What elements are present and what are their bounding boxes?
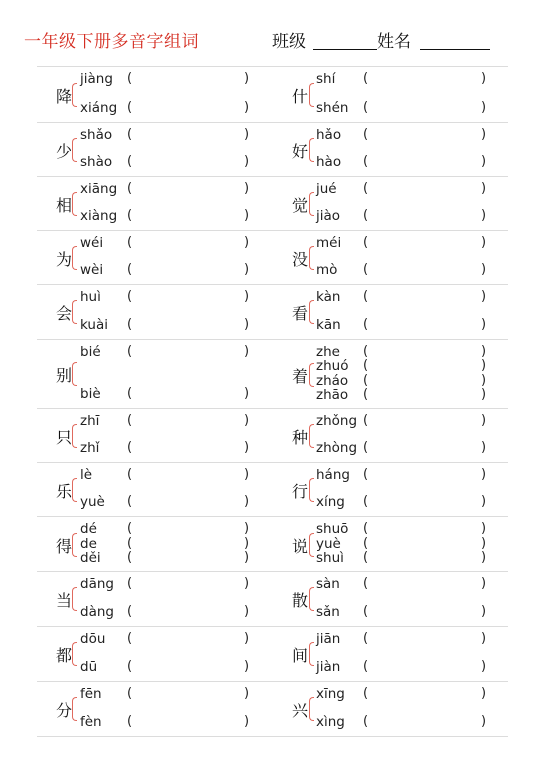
answer-blank-close-paren[interactable]: ) bbox=[244, 127, 250, 142]
pinyin-reading: jiān bbox=[316, 631, 341, 647]
name-blank[interactable] bbox=[420, 33, 490, 50]
answer-blank-close-paren[interactable]: ) bbox=[481, 440, 487, 455]
row-divider bbox=[37, 122, 508, 123]
answer-blank-open-paren[interactable]: ( bbox=[363, 550, 369, 565]
pinyin-reading: shuì bbox=[316, 550, 344, 566]
polyphone-char: 说 bbox=[292, 536, 309, 556]
answer-blank-close-paren[interactable]: ) bbox=[481, 659, 487, 674]
answer-blank-open-paren[interactable]: ( bbox=[363, 467, 369, 482]
answer-blank-open-paren[interactable]: ( bbox=[127, 208, 133, 223]
pinyin-reading: háng bbox=[316, 467, 350, 483]
answer-blank-open-paren[interactable]: ( bbox=[363, 440, 369, 455]
answer-blank-open-paren[interactable]: ( bbox=[127, 386, 133, 401]
polyphone-char: 行 bbox=[292, 481, 309, 501]
pinyin-reading: yuè bbox=[316, 535, 341, 552]
answer-blank-close-paren[interactable]: ) bbox=[244, 235, 250, 250]
brace-mark bbox=[309, 587, 314, 611]
polyphone-char: 觉 bbox=[292, 195, 309, 215]
answer-blank-close-paren[interactable]: ) bbox=[244, 686, 250, 701]
answer-blank-open-paren[interactable]: ( bbox=[127, 154, 133, 169]
answer-blank-close-paren[interactable]: ) bbox=[244, 289, 250, 304]
pinyin-reading: xiàng bbox=[80, 208, 118, 224]
answer-blank-open-paren[interactable]: ( bbox=[127, 71, 133, 86]
answer-blank-close-paren[interactable]: ) bbox=[481, 576, 487, 591]
answer-blank-close-paren[interactable]: ) bbox=[244, 659, 250, 674]
answer-blank-close-paren[interactable]: ) bbox=[244, 100, 250, 115]
answer-blank-open-paren[interactable]: ( bbox=[127, 686, 133, 701]
pinyin-reading: jiàn bbox=[316, 659, 341, 675]
brace-mark bbox=[309, 83, 314, 107]
answer-blank-open-paren[interactable]: ( bbox=[127, 344, 133, 359]
pinyin-reading: fèn bbox=[80, 714, 102, 730]
answer-blank-close-paren[interactable]: ) bbox=[244, 535, 250, 551]
brace-mark bbox=[72, 138, 77, 162]
answer-blank-close-paren[interactable]: ) bbox=[481, 467, 487, 482]
pinyin-reading: xiáng bbox=[80, 100, 118, 116]
answer-blank-close-paren[interactable]: ) bbox=[481, 494, 487, 509]
pinyin-reading: jiàng bbox=[80, 71, 113, 87]
polyphone-char: 兴 bbox=[292, 701, 309, 720]
answer-blank-open-paren[interactable]: ( bbox=[127, 440, 133, 455]
pinyin-reading: jiào bbox=[316, 208, 341, 224]
brace-mark bbox=[72, 246, 77, 270]
pinyin-reading: shuō bbox=[316, 521, 349, 537]
brace-mark bbox=[72, 642, 77, 666]
pinyin-reading: dé bbox=[80, 521, 97, 537]
row-divider bbox=[37, 230, 508, 231]
pinyin-reading: sàn bbox=[316, 576, 340, 592]
answer-blank-open-paren[interactable]: ( bbox=[127, 289, 133, 304]
answer-blank-open-paren[interactable]: ( bbox=[363, 413, 369, 428]
answer-blank-open-paren[interactable]: ( bbox=[127, 604, 133, 619]
answer-blank-open-paren[interactable]: ( bbox=[127, 262, 133, 277]
answer-blank-open-paren[interactable]: ( bbox=[363, 317, 369, 332]
polyphone-char: 得 bbox=[56, 536, 73, 556]
answer-blank-open-paren[interactable]: ( bbox=[363, 71, 369, 86]
name-field bbox=[377, 27, 490, 52]
polyphone-char: 看 bbox=[292, 304, 309, 323]
row-divider bbox=[37, 339, 508, 340]
pinyin-reading: zhòng bbox=[316, 440, 358, 456]
polyphone-char: 都 bbox=[56, 646, 73, 665]
answer-blank-open-paren[interactable]: ( bbox=[363, 659, 369, 674]
answer-blank-close-paren[interactable]: ) bbox=[481, 289, 487, 304]
answer-blank-open-paren[interactable]: ( bbox=[127, 521, 133, 536]
pinyin-reading: shào bbox=[80, 154, 113, 170]
answer-blank-close-paren[interactable]: ) bbox=[244, 550, 250, 565]
polyphone-char: 什 bbox=[292, 86, 309, 106]
pinyin-reading: dāng bbox=[80, 576, 114, 592]
answer-blank-open-paren[interactable]: ( bbox=[363, 535, 369, 551]
polyphone-char: 为 bbox=[56, 249, 73, 269]
polyphone-char: 乐 bbox=[56, 481, 73, 501]
polyphone-char: 间 bbox=[292, 646, 309, 665]
answer-blank-open-paren[interactable]: ( bbox=[363, 521, 369, 536]
answer-blank-close-paren[interactable]: ) bbox=[244, 181, 250, 196]
pinyin-reading: jué bbox=[316, 181, 337, 197]
answer-blank-close-paren[interactable]: ) bbox=[244, 208, 250, 223]
pinyin-reading: kuài bbox=[80, 317, 108, 333]
answer-blank-close-paren[interactable]: ) bbox=[481, 535, 487, 551]
pinyin-reading: fēn bbox=[80, 686, 102, 702]
answer-blank-close-paren[interactable]: ) bbox=[481, 714, 487, 729]
brace-mark bbox=[72, 424, 77, 448]
answer-blank-close-paren[interactable]: ) bbox=[481, 358, 487, 374]
answer-blank-open-paren[interactable]: ( bbox=[127, 550, 133, 565]
polyphone-char: 相 bbox=[56, 195, 73, 215]
row-divider bbox=[37, 284, 508, 285]
answer-blank-open-paren[interactable]: ( bbox=[363, 289, 369, 304]
pinyin-reading: dàng bbox=[80, 604, 114, 620]
pinyin-reading: lè bbox=[80, 467, 93, 483]
answer-blank-open-paren[interactable]: ( bbox=[127, 181, 133, 196]
polyphone-char: 好 bbox=[292, 141, 309, 161]
pinyin-reading: de bbox=[80, 535, 97, 552]
pinyin-reading: shí bbox=[316, 71, 336, 87]
brace-mark bbox=[309, 363, 314, 387]
answer-blank-close-paren[interactable]: ) bbox=[244, 386, 250, 401]
answer-blank-close-paren[interactable]: ) bbox=[244, 467, 250, 482]
pinyin-reading: wéi bbox=[80, 235, 104, 251]
answer-blank-close-paren[interactable]: ) bbox=[244, 521, 250, 536]
row-divider bbox=[37, 408, 508, 409]
answer-blank-open-paren[interactable]: ( bbox=[363, 387, 369, 402]
pinyin-reading: xiāng bbox=[80, 181, 118, 197]
pinyin-reading: wèi bbox=[80, 262, 104, 278]
brace-mark bbox=[72, 362, 77, 386]
answer-blank-close-paren[interactable]: ) bbox=[481, 71, 487, 86]
answer-blank-open-paren[interactable]: ( bbox=[363, 631, 369, 646]
answer-blank-close-paren[interactable]: ) bbox=[481, 604, 487, 619]
brace-mark bbox=[72, 533, 77, 557]
brace-mark bbox=[309, 246, 314, 270]
answer-blank-close-paren[interactable]: ) bbox=[481, 413, 487, 428]
answer-blank-close-paren[interactable]: ) bbox=[481, 344, 487, 359]
answer-blank-close-paren[interactable]: ) bbox=[481, 154, 487, 169]
answer-blank-open-paren[interactable]: ( bbox=[363, 604, 369, 619]
pinyin-reading: bié bbox=[80, 344, 101, 360]
answer-blank-open-paren[interactable]: ( bbox=[363, 344, 369, 359]
pinyin-reading: zhuó bbox=[316, 358, 349, 375]
answer-blank-open-paren[interactable]: ( bbox=[363, 686, 369, 701]
brace-mark bbox=[72, 192, 77, 216]
answer-blank-close-paren[interactable]: ) bbox=[244, 604, 250, 619]
answer-blank-open-paren[interactable]: ( bbox=[127, 659, 133, 674]
answer-blank-close-paren[interactable]: ) bbox=[244, 317, 250, 332]
brace-mark bbox=[309, 533, 314, 557]
pinyin-reading: xìng bbox=[316, 714, 345, 730]
pinyin-reading: xīng bbox=[316, 686, 345, 702]
answer-blank-close-paren[interactable]: ) bbox=[244, 440, 250, 455]
pinyin-reading: sǎn bbox=[316, 604, 340, 620]
brace-mark bbox=[309, 192, 314, 216]
answer-blank-close-paren[interactable]: ) bbox=[481, 550, 487, 565]
pinyin-reading: zhe bbox=[316, 344, 340, 360]
row-divider bbox=[37, 736, 508, 737]
answer-blank-open-paren[interactable]: ( bbox=[127, 494, 133, 509]
row-divider bbox=[37, 176, 508, 177]
pinyin-reading: dū bbox=[80, 659, 98, 675]
pinyin-reading: zhāo bbox=[316, 387, 349, 403]
polyphone-char: 会 bbox=[56, 304, 73, 323]
answer-blank-open-paren[interactable]: ( bbox=[363, 208, 369, 223]
brace-mark bbox=[309, 642, 314, 666]
answer-blank-close-paren[interactable]: ) bbox=[244, 154, 250, 169]
class-label: 班级 bbox=[272, 32, 306, 52]
brace-mark bbox=[309, 697, 314, 721]
answer-blank-close-paren[interactable]: ) bbox=[244, 413, 250, 428]
brace-mark bbox=[72, 697, 77, 721]
polyphone-char: 没 bbox=[292, 249, 309, 269]
polyphone-char: 着 bbox=[292, 366, 309, 386]
pinyin-reading: shǎo bbox=[80, 127, 113, 143]
answer-blank-open-paren[interactable]: ( bbox=[363, 262, 369, 277]
pinyin-reading: hǎo bbox=[316, 127, 342, 143]
answer-blank-open-paren[interactable]: ( bbox=[363, 181, 369, 196]
answer-blank-open-paren[interactable]: ( bbox=[127, 467, 133, 482]
row-divider bbox=[37, 516, 508, 517]
polyphone-char: 少 bbox=[56, 141, 73, 161]
row-divider bbox=[37, 626, 508, 627]
answer-blank-close-paren[interactable]: ) bbox=[481, 235, 487, 250]
answer-blank-close-paren[interactable]: ) bbox=[244, 71, 250, 86]
answer-blank-open-paren[interactable]: ( bbox=[127, 235, 133, 250]
answer-blank-open-paren[interactable]: ( bbox=[363, 576, 369, 591]
answer-blank-open-paren[interactable]: ( bbox=[127, 714, 133, 729]
pinyin-reading: kàn bbox=[316, 289, 341, 305]
answer-blank-close-paren[interactable]: ) bbox=[481, 372, 487, 388]
pinyin-reading: mò bbox=[316, 262, 338, 278]
pinyin-reading: xíng bbox=[316, 494, 345, 510]
pinyin-reading: hào bbox=[316, 154, 342, 170]
answer-blank-close-paren[interactable]: ) bbox=[481, 100, 487, 115]
polyphone-char: 别 bbox=[56, 366, 73, 385]
answer-blank-open-paren[interactable]: ( bbox=[127, 127, 133, 142]
answer-blank-close-paren[interactable]: ) bbox=[244, 344, 250, 359]
answer-blank-close-paren[interactable]: ) bbox=[244, 262, 250, 277]
pinyin-reading: zhǐ bbox=[80, 440, 100, 456]
pinyin-reading: zhī bbox=[80, 413, 100, 429]
pinyin-reading: huì bbox=[80, 289, 101, 305]
brace-mark bbox=[309, 424, 314, 448]
answer-blank-close-paren[interactable]: ) bbox=[244, 576, 250, 591]
answer-blank-open-paren[interactable]: ( bbox=[127, 535, 133, 551]
pinyin-reading: zhǒng bbox=[316, 413, 358, 429]
pinyin-reading: yuè bbox=[80, 494, 105, 510]
answer-blank-close-paren[interactable]: ) bbox=[481, 521, 487, 536]
row-divider bbox=[37, 462, 508, 463]
brace-mark bbox=[309, 138, 314, 162]
answer-blank-open-paren[interactable]: ( bbox=[363, 154, 369, 169]
answer-blank-open-paren[interactable]: ( bbox=[363, 127, 369, 142]
answer-blank-close-paren[interactable]: ) bbox=[244, 631, 250, 646]
polyphone-char: 分 bbox=[56, 701, 73, 720]
answer-blank-close-paren[interactable]: ) bbox=[481, 631, 487, 646]
polyphone-char: 种 bbox=[292, 427, 309, 447]
answer-blank-close-paren[interactable]: ) bbox=[481, 208, 487, 223]
answer-blank-close-paren[interactable]: ) bbox=[481, 127, 487, 142]
row-divider bbox=[37, 681, 508, 682]
polyphone-char: 当 bbox=[56, 591, 73, 610]
pinyin-reading: kān bbox=[316, 317, 341, 333]
answer-blank-open-paren[interactable]: ( bbox=[127, 413, 133, 428]
answer-blank-open-paren[interactable]: ( bbox=[363, 372, 369, 388]
answer-blank-open-paren[interactable]: ( bbox=[127, 631, 133, 646]
brace-mark bbox=[72, 478, 77, 502]
name-label: 姓名 bbox=[377, 32, 411, 52]
row-divider bbox=[37, 571, 508, 572]
row-divider bbox=[37, 66, 508, 67]
brace-mark bbox=[72, 587, 77, 611]
answer-blank-open-paren[interactable]: ( bbox=[127, 100, 133, 115]
pinyin-reading: děi bbox=[80, 550, 101, 566]
pinyin-reading: biè bbox=[80, 386, 101, 402]
class-field bbox=[272, 27, 377, 52]
answer-blank-close-paren[interactable]: ) bbox=[481, 686, 487, 701]
pinyin-reading: méi bbox=[316, 235, 342, 251]
answer-blank-close-paren[interactable]: ) bbox=[481, 387, 487, 402]
answer-blank-close-paren[interactable]: ) bbox=[481, 181, 487, 196]
answer-blank-open-paren[interactable]: ( bbox=[127, 317, 133, 332]
pinyin-reading: zháo bbox=[316, 372, 349, 389]
brace-mark bbox=[72, 300, 77, 324]
class-blank[interactable] bbox=[313, 33, 377, 50]
answer-blank-open-paren[interactable]: ( bbox=[363, 714, 369, 729]
answer-blank-close-paren[interactable]: ) bbox=[481, 317, 487, 332]
answer-blank-open-paren[interactable]: ( bbox=[363, 358, 369, 374]
answer-blank-open-paren[interactable]: ( bbox=[127, 576, 133, 591]
pinyin-reading: dōu bbox=[80, 631, 106, 647]
brace-mark bbox=[309, 478, 314, 502]
brace-mark bbox=[309, 300, 314, 324]
answer-blank-close-paren[interactable]: ) bbox=[481, 262, 487, 277]
answer-blank-close-paren[interactable]: ) bbox=[244, 494, 250, 509]
answer-blank-open-paren[interactable]: ( bbox=[363, 235, 369, 250]
answer-blank-close-paren[interactable]: ) bbox=[244, 714, 250, 729]
polyphone-char: 只 bbox=[56, 427, 73, 447]
polyphone-char: 散 bbox=[292, 591, 309, 610]
polyphone-char: 降 bbox=[56, 86, 73, 106]
worksheet-title: 一年级下册多音字组词 bbox=[24, 32, 199, 52]
brace-mark bbox=[72, 83, 77, 107]
pinyin-reading: shén bbox=[316, 100, 349, 116]
answer-blank-open-paren[interactable]: ( bbox=[363, 100, 369, 115]
answer-blank-open-paren[interactable]: ( bbox=[363, 494, 369, 509]
